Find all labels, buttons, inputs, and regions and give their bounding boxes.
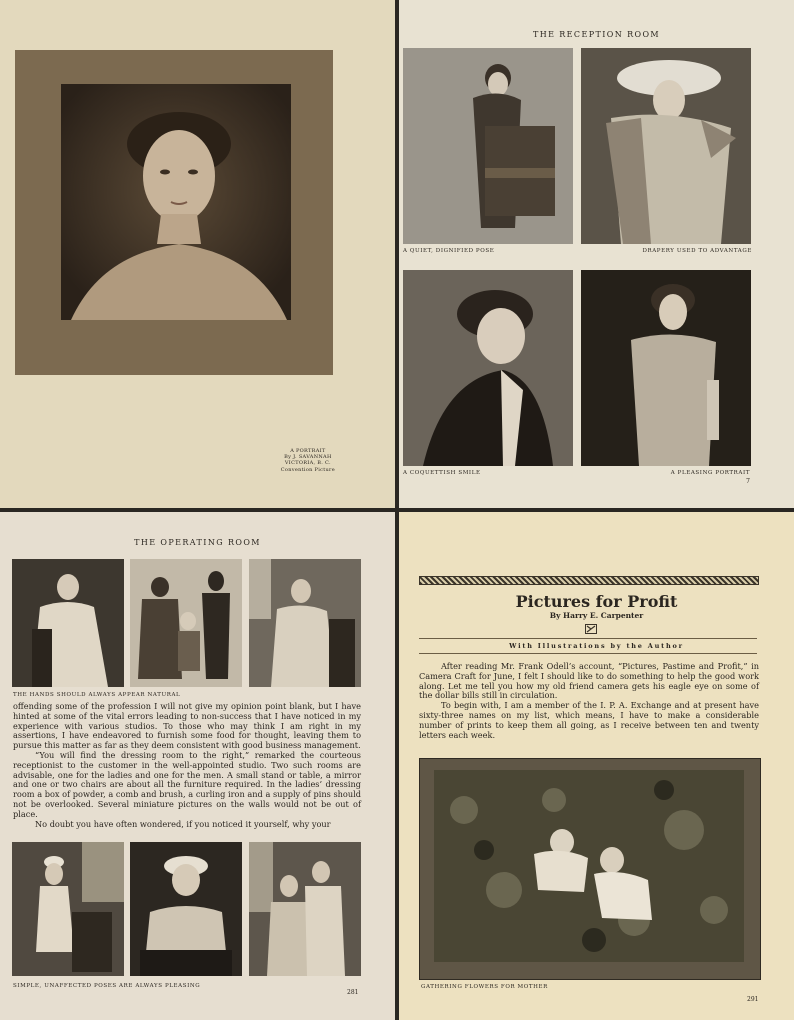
page-number: 291 <box>747 996 759 1003</box>
running-head: THE RECEPTION ROOM <box>532 30 661 39</box>
divider <box>419 653 757 654</box>
article-title: Pictures for Profit <box>515 592 678 611</box>
photo-child <box>12 842 124 976</box>
paragraph: “You will find the dressing room to the right,” remarked the courteous receptionist to the customer in the well-appointed studio. Two such rooms are advisable, one for the ladies and one for the men. A small stand or table, a mirror and one or two chairs are about all the furniture required. In the ladies’ dressing room a box of powder, a comb and brush, a curling iron and a supply of pins should not be overlooked. Several miniature pictures on the walls would not be out of place. <box>13 749 361 819</box>
caption-line: By J. SAVANNAH <box>284 454 332 461</box>
portrait-photo <box>61 84 291 320</box>
page-number: 281 <box>347 989 359 996</box>
running-head: THE OPERATING ROOM <box>134 538 261 547</box>
caption-line: A PORTRAIT <box>290 448 326 454</box>
article-text <box>419 662 759 740</box>
page-operating-room <box>0 512 395 1020</box>
photo-group <box>130 559 242 687</box>
photo-seated-woman <box>12 559 124 687</box>
divider <box>419 638 757 639</box>
photo-woman-bonnet <box>130 842 242 976</box>
photo-woman-at-table <box>249 559 361 687</box>
page-number: 7 <box>746 478 750 485</box>
article-byline: By Harry E. Carpenter <box>549 611 644 620</box>
photo-coquettish <box>403 270 573 466</box>
photo-caption: GATHERING FLOWERS FOR MOTHER <box>421 984 548 990</box>
page-pictures-for-profit <box>399 512 794 1020</box>
photo-drapery <box>581 48 751 244</box>
ornament-icon <box>585 624 597 634</box>
caption-top-right: DRAPERY USED TO ADVANTAGE <box>642 248 752 254</box>
photo-quiet-pose <box>403 48 573 244</box>
page-portrait <box>0 0 395 508</box>
portrait-caption <box>281 448 335 473</box>
paragraph: To begin with, I am a member of the I. P. A. Exchange and at present have sixty-three names on my list, which means, I have to make a considerable number of prints to keep them all going, as I receive between ten and twenty letters each week. <box>419 700 759 740</box>
paragraph: offending some of the profession I will not give my opinion point blank, but I have hinted at some of the vital errors leading to non-success that I have noticed in my experience with various studios. To those who may think I am right in my assertions, I have endeavored to furnish some food for thought, leaving them to pursue this matter as far as they deem consistent with good business management. <box>13 701 361 751</box>
caption-bottom-right: A PLEASING PORTRAIT <box>670 470 750 476</box>
caption-line: VICTORIA, B. C. <box>284 460 331 467</box>
paragraph: No doubt you have often wondered, if you noticed it yourself, why your <box>35 818 331 829</box>
photo-gathering-flowers <box>434 770 744 962</box>
caption-bottom-left: A COQUETTISH SMILE <box>403 470 481 476</box>
caption-bottom: SIMPLE, UNAFFECTED POSES ARE ALWAYS PLEASING <box>13 983 201 989</box>
caption-top: THE HANDS SHOULD ALWAYS APPEAR NATURAL <box>13 692 181 698</box>
illustrations-credit: With Illustrations by the Author <box>509 642 684 650</box>
photo-two-women <box>249 842 361 976</box>
photo-pleasing-portrait <box>581 270 751 466</box>
decorative-border <box>419 576 759 585</box>
page-reception-room <box>399 0 794 508</box>
article-text <box>13 702 361 829</box>
caption-top-left: A QUIET, DIGNIFIED POSE <box>403 248 495 254</box>
caption-line: Convention Picture <box>280 466 335 473</box>
paragraph: After reading Mr. Frank Odell’s account, “Pictures, Pastime and Profit,” in Camera Craft for June, I felt I should like to do something to help the good work along. Let me tell you how my old friend camera gets his eagle eye on some of the dollar bills still in circulation. <box>419 661 759 701</box>
